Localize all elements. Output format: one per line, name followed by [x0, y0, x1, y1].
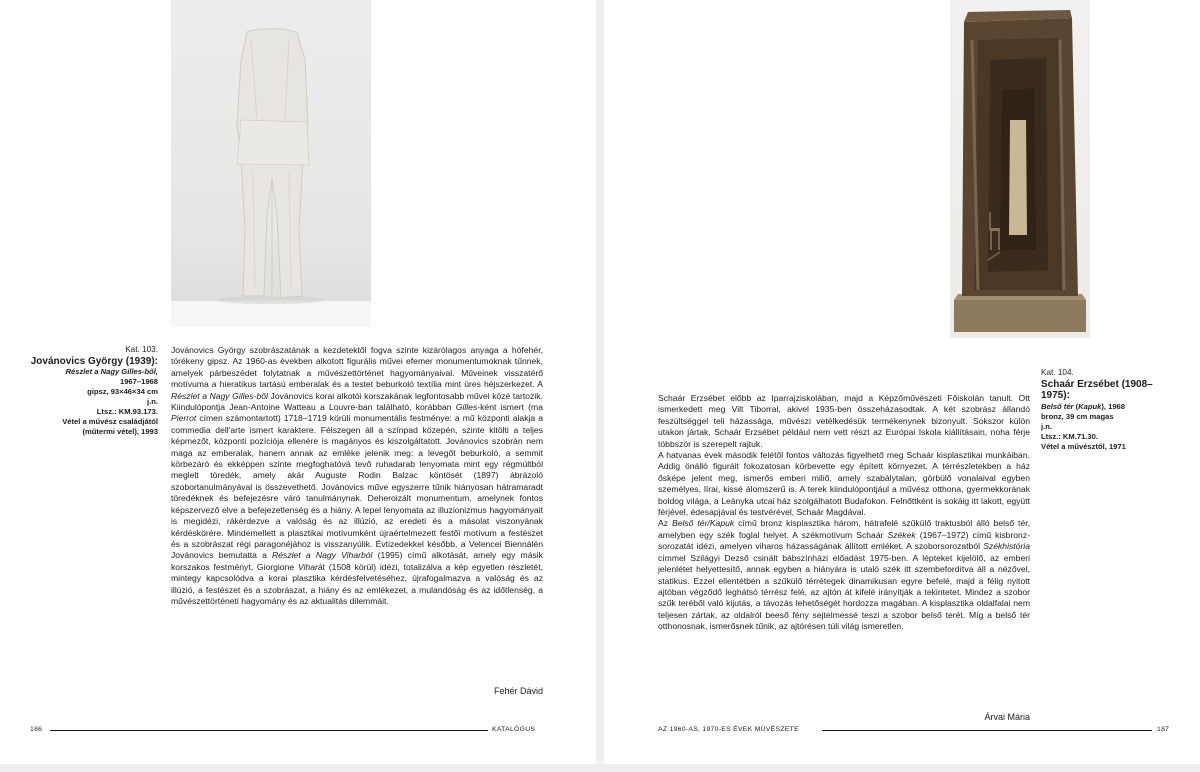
- running-head-right: AZ 1960-AS, 1970-ES ÉVEK MŰVÉSZETE: [658, 726, 799, 733]
- artwork-material: bronz, 39 cm magas: [1041, 411, 1114, 421]
- sculpture-photo-jovanovics: [171, 0, 371, 327]
- artist-name: Schaár Erzsébet (1908–1975):: [1041, 378, 1153, 402]
- essay-paragraph: Schaár Erzsébet előbb az Iparrajziskolában, majd a Képzőművészeti Főiskolán tanult. Ott ismerkedett meg Vilt Tiborral, akivel 1935-ben összeházasodtak. A két szobrász állandó feszültséggel teli házassága, művészi vetélkedésük termékenynek bizonyult. Sokszor külön utakon jártak, Schaár Erzsébet például nem vett részt az Európai Iskola kiállításain, noha férje többször is szerepelt rajtuk.: [658, 393, 1030, 449]
- artwork-inscription: j.n.: [147, 397, 158, 407]
- artwork-date: 1967–1968: [119, 377, 158, 387]
- acquisition-info: Vétel a művész családjától (műtermi vétel), 1993: [62, 417, 158, 437]
- artwork-inscription: j.n.: [1041, 421, 1052, 431]
- artist-name: Jovánovics György (1939):: [30, 355, 158, 367]
- author-signature: Árvai Mária: [984, 712, 1030, 722]
- essay-paragraph: Az Belső tér/Kapuk című bronz kisplasztika három, hátrafelé szűkülő traktusból álló belső tér, amelyben egy szék foglal helyet. A székmotívum Schaár Székek (1967–1972) című kisbronz-sorozatát idézi, amelyen viharos házasságának állított emléket. A szoborsorozatból Székhistória címmel Szilágyi Dezső csinált bábszínházi előadást 1975-ben. A lépteket kijelölő, az emberi jelenlétet helyettesítő, annak egyben a hiányára is utaló szék itt szembefordítva áll a nézővel, statikus. Ezzel ellentétben a szűkülő térrétegek dinamikusan egyre befelé, majd a félig nyitott ajtóban végződő leghátsó térrész felé, az ajtón át kifelé irányítják a tekintetet. Mindez a szobor szűk teréből való kijutás, a távozás lehetőségét hordozza magában. A kisplasztika oldalfalai nem teljesen zártak, az oldalról beeső fény sejtelmessé teszi a szobor belső terét. Míg a belső tér otthonosnak, ismerősnek tűnik, az ajtórésen túli világ ismeretlen.: [658, 518, 1031, 632]
- essay-paragraph: A hatvanas évek második felétől fontos változás figyelhető meg Schaár kisplasztikai munkáiban. Addig önálló figuráit fokozatosan körbevette egy épített környezet. A térrészletekben a ház ősképe jelent meg, ismerős emberi miliő, amely szabálytalan, görbülő vonalaival egyben személyes, lírai, kissé álomszerű is. A terek kiindulópontjául a művész otthona, gyermekkorának boldog világa, a Leányka utcai ház szolgálhatott Budafokon. Felnőttként is sokáig itt lakott, együtt férjével, édesapjával és testvérével, Schaár Magdával.: [658, 450, 1030, 518]
- acquisition-info: Vétel a művésztől, 1971: [1041, 441, 1126, 451]
- catalog-number: Kat. 103.: [125, 345, 158, 354]
- inventory-number: Ltsz.: KM.71.30.: [1041, 431, 1098, 441]
- artwork-material: gipsz, 93×46×34 cm: [87, 387, 158, 397]
- essay-paragraph: Jovánovics György szobrászatának a kezdetektől fogva szinte kizárólagos anyaga a hófehér, törékeny gipsz. Az 1960-as években alkotott figurális művei efemer monumentumoknak tűnnek, amelyek párbeszédet folytatnak a művészettörténet hagyományaival. Műveinek visszatérő motívuma a hieratikus tartású emberalak és a testet beburkoló textília mint üres héjszerkezet. A Részlet a Nagy Gilles-ből Jovánovics korai alkotói korszakának legfontosabb művei közé tartozik. Kiindulópontja Jean-Antoine Watteau a Louvre-ban található, korábban Gilles-ként ismert (ma Pierrot címen számontartott) 1718–1719 körüli monumentális festménye: a mű központi alakja a commedia dell'arte ismert karaktere. Félszegen áll a színpad közepén, szinte kitölti a teljes képmezőt, központi pozíciója ellenére is magányos és kiszolgáltatott. Jovánovics szobrán nem maga az emberalak, hanem annak az emléke jelenik meg: a levegőt beburkoló, a semmit körbezáró és ekképpen szinte megfoghatóvá tevő ruhadarab lenyomata mint egy régmúltból meglelt töredék, amely akár Auguste Rodin Balzac köntösét (1897) ábrázoló szobortanulmányával is összevethető. Jovánovics műve egyszerre tűnik hiányosan hátramaradt töredéknek és befejezésre váró tanulmánynak. Deheroizált monumentum, amelynek fontos képszervező elve a befejezetlenség és a hiány. A lepel lenyomata az illuzionizmus hagyományait is megidézi, rákérdezve a valóság és az illúzió, az eredeti és a másolat viszonyának kérdéskörére. Mindemellett a plasztikai motívumként újraértelmezett festői motívum a festészet és a szobrászat régi paragonéjához is visszanyúlik. Évtizedekkel később, a Velencei Biennálén Jovánovics bemutatta a Részlet a Nagy Viharból (1995) című alkotását, amely egy másik korszakos festményt, Giorgione Viharát (1508 körül) idézi, totalizálva a kép egyetlen részletét, mintegy kapcsolódva a korai plasztika kérdésfelvetéséhez, újrafogalmazva a valóság és az illúzió, a festészet és a szobrászat, a hiány és az emlékezet, a mulandóság és az időtlenség, a művészettörténeti hagyomány és az aktualitás dilemmáit.: [171, 345, 543, 606]
- essay-body-right: [658, 393, 1030, 633]
- caption-cat-104: [1041, 368, 1171, 452]
- page-number-right: 187: [1157, 726, 1170, 733]
- artwork-title: Részlet a Nagy Gilles-ből,: [65, 367, 158, 377]
- page-gutter: [596, 0, 604, 772]
- inventory-number: Ltsz.: KM.93.173.: [96, 407, 158, 417]
- caption-cat-103: [30, 345, 158, 437]
- catalog-number: Kat. 104.: [1041, 368, 1074, 377]
- plaster-trousers-illustration: [171, 0, 371, 327]
- sculpture-photo-schaar: [950, 0, 1090, 338]
- running-head-left: KATALÓGUS: [492, 726, 536, 733]
- artwork-title: Belső tér (Kapuk), 1968: [1041, 401, 1126, 411]
- page-number-left: 186: [30, 726, 43, 733]
- essay-body-left: [171, 345, 543, 607]
- footer-rule-left: [50, 730, 488, 731]
- footer-rule-right: [822, 730, 1152, 731]
- author-signature: Fehér Dávid: [493, 686, 543, 696]
- viewer-bottom-edge: [0, 764, 1200, 772]
- bronze-interior-illustration: [950, 0, 1090, 338]
